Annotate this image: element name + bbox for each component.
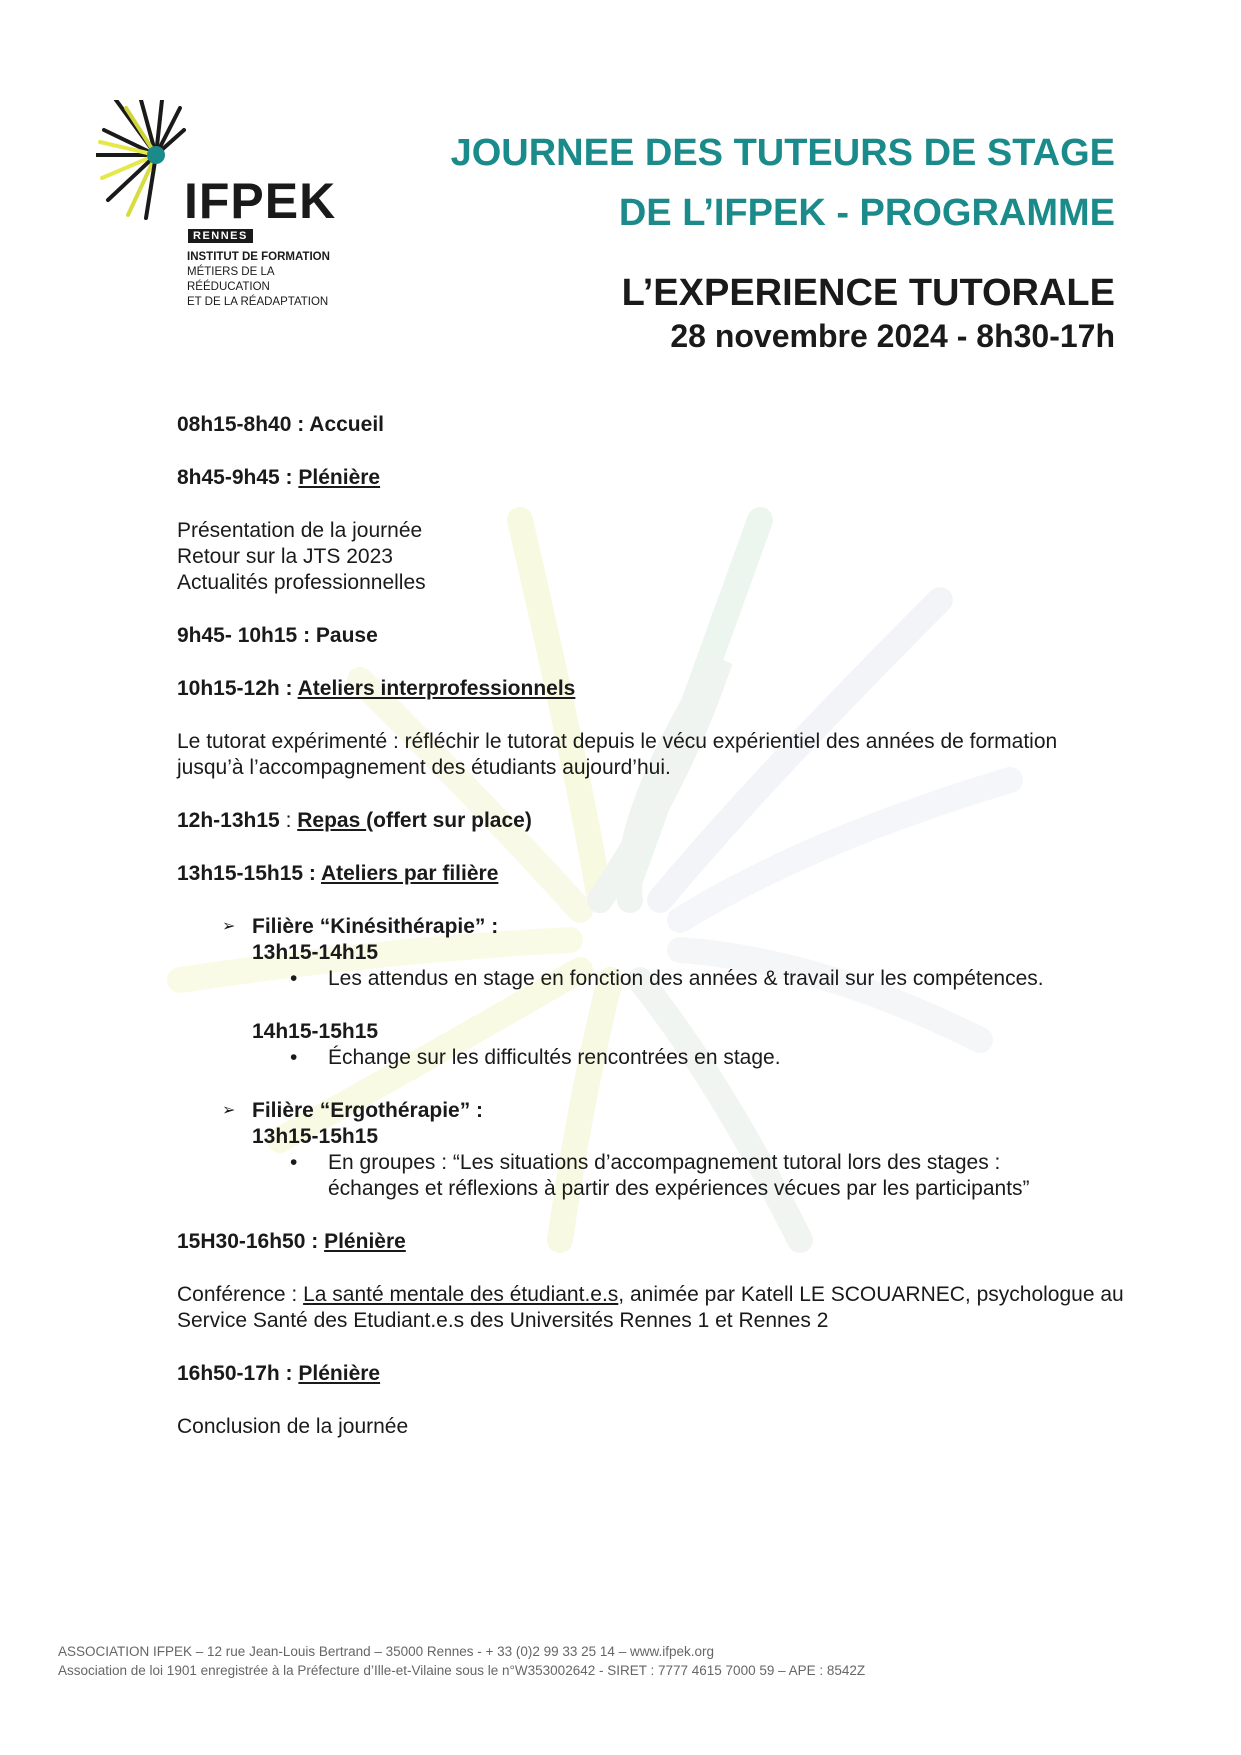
track-kine-time-2: 14h15-15h15 bbox=[252, 1020, 379, 1043]
track-kine-item-1: • Les attendus en stage en fonction des années & travail sur les compétences. bbox=[290, 967, 1044, 990]
session-pleniere-3: 16h50-17h : Plénière bbox=[177, 1362, 381, 1385]
logo-burst-icon bbox=[96, 100, 186, 220]
event-date: 28 novembre 2024 - 8h30-17h bbox=[670, 318, 1115, 354]
track-ergo-time-1: 13h15-15h15 bbox=[252, 1125, 379, 1148]
session-repas: 12h-13h15 : Repas (offert sur place) bbox=[177, 809, 532, 832]
bullet-icon: • bbox=[290, 1046, 298, 1069]
program bbox=[177, 412, 1127, 1467]
session-ateliers-filiere: 13h15-15h15 : Ateliers par filière bbox=[177, 862, 499, 885]
arrow-icon: ➢ bbox=[222, 1102, 236, 1119]
session-ateliers-inter-desc: Le tutorat expérimenté : réfléchir le tutorat depuis le vécu expérientiel des années de formation jusqu’à l’accompagnement des étudiants aujourd’hui. bbox=[177, 730, 1058, 779]
page-title-line1: JOURNEE DES TUTEURS DE STAGE bbox=[450, 132, 1115, 174]
track-ergo-title: ➢ Filière “Ergothérapie” : bbox=[222, 1099, 484, 1122]
session-pause: 9h45- 10h15 : Pause bbox=[177, 624, 378, 647]
logo-city: RENNES bbox=[188, 229, 253, 243]
bullet-icon: • bbox=[290, 1151, 298, 1174]
session-pleniere-1-details: Présentation de la journée Retour sur la JTS 2023 Actualités professionnelles bbox=[177, 519, 426, 594]
logo-subtitle: INSTITUT DE FORMATION MÉTIERS DE LA RÉÉDUCATION ET DE LA RÉADAPTATION bbox=[187, 251, 330, 308]
page-title-line2: DE L’IFPEK - PROGRAMME bbox=[618, 192, 1115, 234]
session-accueil: 08h15-8h40 : Accueil bbox=[177, 413, 384, 436]
track-kine-item-2: • Échange sur les difficultés rencontrées en stage. bbox=[290, 1046, 781, 1069]
arrow-icon: ➢ bbox=[222, 918, 236, 935]
bullet-icon: • bbox=[290, 967, 298, 990]
track-kine-title: ➢ Filière “Kinésithérapie” : bbox=[222, 915, 499, 938]
page-footer bbox=[58, 1642, 865, 1680]
logo-wordmark: IFPEK bbox=[184, 173, 337, 229]
footer-legal: Association de loi 1901 enregistrée à la Préfecture d’Ille-et-Vilaine sous le n°W353002642 - SIRET : 7777 4615 7000 59 – APE : 8542Z bbox=[58, 1663, 866, 1678]
page-subtitle: L’EXPERIENCE TUTORALE bbox=[621, 272, 1115, 314]
session-pleniere-1: 8h45-9h45 : Plénière bbox=[177, 466, 381, 489]
session-conference: Conférence : La santé mentale des étudiant.e.s, animée par Katell LE SCOUARNEC, psychologue au Service Santé des Etudiant.e.s des Universités Rennes 1 et Rennes 2 bbox=[177, 1283, 1124, 1332]
track-kine-time-1: 13h15-14h15 bbox=[252, 941, 379, 964]
session-pleniere-2: 15H30-16h50 : Plénière bbox=[177, 1230, 406, 1253]
session-conclusion: Conclusion de la journée bbox=[177, 1415, 409, 1438]
footer-address: ASSOCIATION IFPEK – 12 rue Jean-Louis Bertrand – 35000 Rennes - + 33 (0)2 99 33 25 14 – www.ifpek.org bbox=[58, 1644, 714, 1659]
track-ergo-item-1: • En groupes : “Les situations d’accompagnement tutoral lors des stages : échanges et réflexions à partir des expériences vécues par les participants” bbox=[290, 1151, 1030, 1200]
ifpek-logo bbox=[96, 100, 356, 308]
session-ateliers-inter: 10h15-12h : Ateliers interprofessionnels bbox=[177, 677, 576, 700]
